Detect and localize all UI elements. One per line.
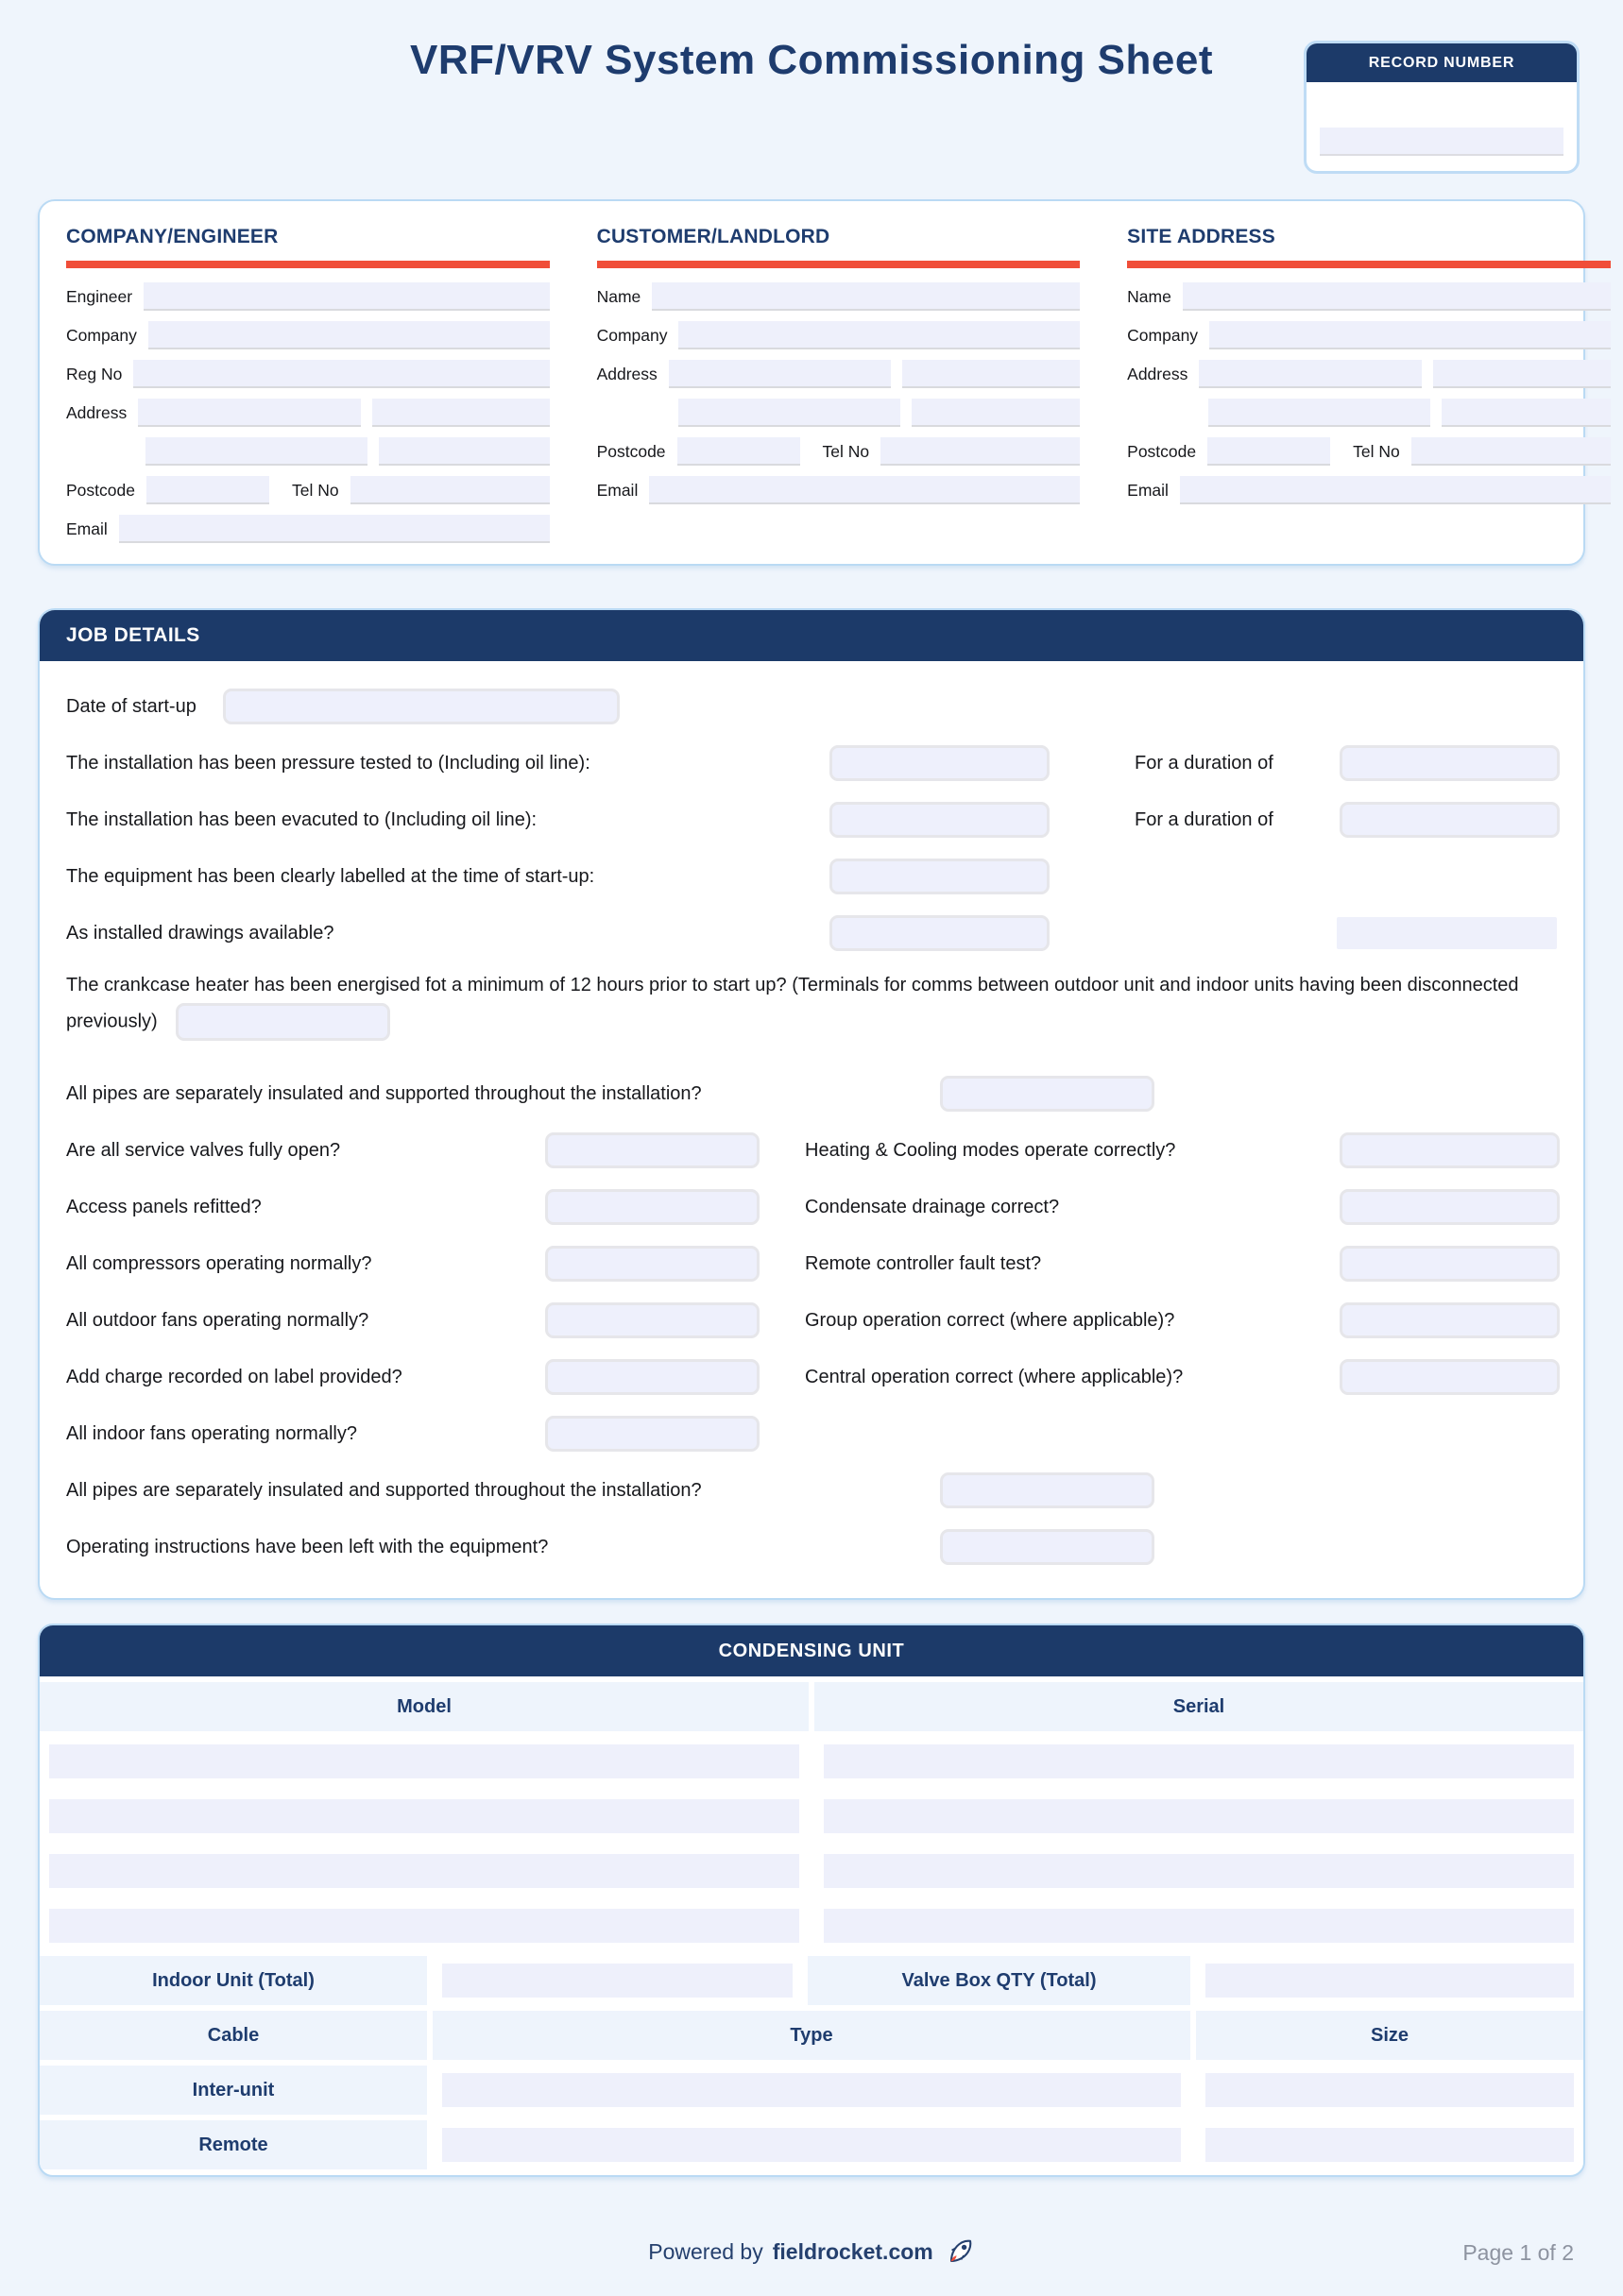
clearly-labelled-question: The equipment has been clearly labelled at the time of start-up: [66, 865, 595, 887]
service-valves-question: Are all service valves fully open? [66, 1139, 341, 1161]
serial-column-header: Serial [814, 1682, 1583, 1731]
heating-cooling-input[interactable] [1340, 1132, 1560, 1168]
reg-no-input[interactable] [133, 360, 549, 388]
drawings-available-question: As installed drawings available? [66, 922, 334, 944]
model-input-3[interactable] [49, 1854, 799, 1888]
customer-company-input[interactable] [678, 321, 1080, 349]
record-number-label: RECORD NUMBER [1307, 43, 1577, 82]
drawings-available-input[interactable] [829, 915, 1050, 951]
red-divider [597, 261, 1081, 268]
record-number-card [1304, 41, 1580, 174]
date-of-startup-label: Date of start-up [66, 695, 196, 717]
address-label: Address [1127, 364, 1188, 383]
pressure-duration-input[interactable] [1340, 745, 1560, 781]
serial-input-2[interactable] [824, 1799, 1574, 1833]
compressors-input[interactable] [545, 1246, 760, 1282]
evacuated-input[interactable] [829, 802, 1050, 838]
engineer-company-input[interactable] [148, 321, 550, 349]
section-title-site-address: SITE ADDRESS [1127, 226, 1275, 247]
address-label: Address [66, 402, 128, 422]
address-label: Address [596, 364, 658, 383]
clearly-labelled-input[interactable] [829, 859, 1050, 894]
crankcase-heater-question: The crankcase heater has been energised fot a minimum of 12 hours prior to start up? (Terminals for comms between outdoor unit and indoor units having been disconnected previously) [66, 975, 1519, 1032]
serial-input-1[interactable] [824, 1744, 1574, 1778]
postcode-label: Postcode [1127, 441, 1197, 461]
email-label: Email [1127, 480, 1169, 500]
add-charge-question: Add charge recorded on label provided? [66, 1366, 402, 1387]
duration-label: For a duration of [1135, 752, 1273, 774]
remote-fault-test-input[interactable] [1340, 1246, 1560, 1282]
indoor-fans-question: All indoor fans operating normally? [66, 1422, 357, 1444]
job-details-body [40, 661, 1583, 1598]
inter-unit-label: Inter-unit [40, 2066, 427, 2115]
pipes-insulated-input-1[interactable] [940, 1076, 1154, 1112]
site-postcode-input[interactable] [1207, 437, 1330, 466]
pressure-tested-input[interactable] [829, 745, 1050, 781]
duration-label: For a duration of [1135, 808, 1273, 830]
remote-row [40, 2120, 1583, 2169]
email-label: Email [596, 480, 639, 500]
engineer-postcode-input[interactable] [146, 476, 269, 504]
engineer-tel-input[interactable] [350, 476, 550, 504]
outdoor-fans-input[interactable] [545, 1302, 760, 1338]
engineer-input[interactable] [144, 282, 550, 311]
central-operation-input[interactable] [1340, 1359, 1560, 1395]
indoor-fans-input[interactable] [545, 1416, 760, 1452]
page-footer [0, 2236, 1623, 2278]
page-title: VRF/VRV System Commissioning Sheet [410, 37, 1213, 83]
name-label: Name [596, 286, 641, 306]
compressors-question: All compressors operating normally? [66, 1252, 372, 1274]
job-details-header: JOB DETAILS [40, 610, 1583, 661]
red-divider [1127, 261, 1611, 268]
group-operation-input[interactable] [1340, 1302, 1560, 1338]
crankcase-heater-row [66, 961, 1557, 1065]
email-label: Email [66, 519, 108, 538]
serial-input-3[interactable] [824, 1854, 1574, 1888]
site-company-input[interactable] [1209, 321, 1611, 349]
company-label: Company [596, 325, 668, 345]
pipes-insulated-input-2[interactable] [940, 1472, 1154, 1508]
tel-no-label: Tel No [1353, 441, 1400, 461]
table-row [40, 1846, 1583, 1896]
table-row [40, 1901, 1583, 1950]
table-row [40, 1737, 1583, 1786]
rocket-icon [945, 2236, 975, 2267]
postcode-label: Postcode [66, 480, 135, 500]
red-divider [66, 261, 550, 268]
condensing-unit-table [38, 1624, 1585, 2177]
model-column-header: Model [40, 1682, 809, 1731]
engineer-address-line1a-input[interactable] [138, 399, 360, 427]
serial-input-4[interactable] [824, 1909, 1574, 1943]
engineer-address-line2a-input[interactable] [145, 437, 367, 466]
reg-no-label: Reg No [66, 364, 123, 383]
company-label: Company [66, 325, 137, 345]
tel-no-label: Tel No [291, 480, 339, 500]
site-address-line2b-input[interactable] [1442, 399, 1610, 427]
engineer-email-input[interactable] [119, 515, 550, 543]
contacts-card [38, 199, 1585, 566]
section-customer-landlord [597, 226, 1081, 553]
section-site-address [1127, 226, 1611, 553]
remote-fault-test-question: Remote controller fault test? [805, 1252, 1042, 1274]
engineer-address-line1b-input[interactable] [372, 399, 550, 427]
site-tel-input[interactable] [1411, 437, 1611, 466]
operating-instructions-input[interactable] [940, 1529, 1154, 1565]
remote-label: Remote [40, 2120, 427, 2169]
site-address-line1a-input[interactable] [1199, 360, 1421, 388]
condensing-unit-header: CONDENSING UNIT [40, 1625, 1583, 1676]
section-title-company-engineer: COMPANY/ENGINEER [66, 226, 279, 247]
operating-instructions-question: Operating instructions have been left with the equipment? [66, 1536, 549, 1557]
customer-postcode-input[interactable] [677, 437, 800, 466]
evacuated-duration-input[interactable] [1340, 802, 1560, 838]
indoor-unit-total-label: Indoor Unit (Total) [40, 1956, 427, 2005]
powered-by-text: Powered by [648, 2238, 763, 2264]
type-column-header: Type [433, 2011, 1190, 2060]
inter-unit-row [40, 2066, 1583, 2115]
record-number-input[interactable] [1320, 128, 1563, 156]
size-column-header: Size [1196, 2011, 1583, 2060]
indoor-unit-total-input[interactable] [442, 1964, 793, 1998]
model-input-4[interactable] [49, 1909, 799, 1943]
customer-address-line1a-input[interactable] [669, 360, 891, 388]
drawings-available-extra-input[interactable] [1337, 917, 1557, 949]
postcode-label: Postcode [596, 441, 666, 461]
brand-link[interactable]: fieldrocket.com [772, 2238, 933, 2264]
site-address-line1b-input[interactable] [1433, 360, 1611, 388]
customer-address-line2b-input[interactable] [912, 399, 1080, 427]
customer-name-input[interactable] [652, 282, 1080, 311]
condensate-drainage-question: Condensate drainage correct? [805, 1196, 1060, 1217]
remote-type-input[interactable] [442, 2128, 1181, 2162]
add-charge-input[interactable] [545, 1359, 760, 1395]
site-name-input[interactable] [1183, 282, 1611, 311]
company-label: Company [1127, 325, 1199, 345]
outdoor-fans-question: All outdoor fans operating normally? [66, 1309, 369, 1331]
heating-cooling-question: Heating & Cooling modes operate correctly? [805, 1139, 1176, 1161]
job-details-card [38, 608, 1585, 1600]
pressure-tested-question: The installation has been pressure tested to (Including oil line): [66, 752, 590, 774]
engineer-label: Engineer [66, 286, 133, 306]
customer-email-input[interactable] [649, 476, 1080, 504]
access-panels-question: Access panels refitted? [66, 1196, 262, 1217]
evacuated-question: The installation has been evacuted to (Including oil line): [66, 808, 538, 830]
valve-box-qty-input[interactable] [1205, 1964, 1574, 1998]
site-email-input[interactable] [1180, 476, 1611, 504]
pipes-insulated-question-1: All pipes are separately insulated and supported throughout the installation? [66, 1082, 702, 1104]
tel-no-label: Tel No [822, 441, 870, 461]
access-panels-input[interactable] [545, 1189, 760, 1225]
cable-column-header: Cable [40, 2011, 427, 2060]
service-valves-input[interactable] [545, 1132, 760, 1168]
central-operation-question: Central operation correct (where applicable)? [805, 1366, 1184, 1387]
name-label: Name [1127, 286, 1171, 306]
section-company-engineer [66, 226, 550, 553]
date-of-startup-input[interactable] [223, 689, 620, 724]
model-input-2[interactable] [49, 1799, 799, 1833]
section-title-customer-landlord: CUSTOMER/LANDLORD [596, 226, 830, 247]
page-number: Page 1 of 2 [1462, 2240, 1574, 2265]
pipes-insulated-question-2: All pipes are separately insulated and supported throughout the installation? [66, 1479, 702, 1501]
table-row [40, 1792, 1583, 1841]
totals-row [40, 1956, 1583, 2005]
inter-unit-size-input[interactable] [1205, 2073, 1574, 2107]
site-address-line2a-input[interactable] [1208, 399, 1430, 427]
engineer-address-line2b-input[interactable] [379, 437, 549, 466]
condensate-drainage-input[interactable] [1340, 1189, 1560, 1225]
customer-address-line2a-input[interactable] [678, 399, 900, 427]
customer-address-line1b-input[interactable] [902, 360, 1080, 388]
valve-box-qty-label: Valve Box QTY (Total) [808, 1956, 1190, 2005]
model-input-1[interactable] [49, 1744, 799, 1778]
group-operation-question: Group operation correct (where applicable)? [805, 1309, 1175, 1331]
powered-by [0, 2236, 1623, 2267]
remote-size-input[interactable] [1205, 2128, 1574, 2162]
crankcase-heater-input[interactable] [176, 1003, 390, 1041]
customer-tel-input[interactable] [880, 437, 1080, 466]
inter-unit-type-input[interactable] [442, 2073, 1181, 2107]
